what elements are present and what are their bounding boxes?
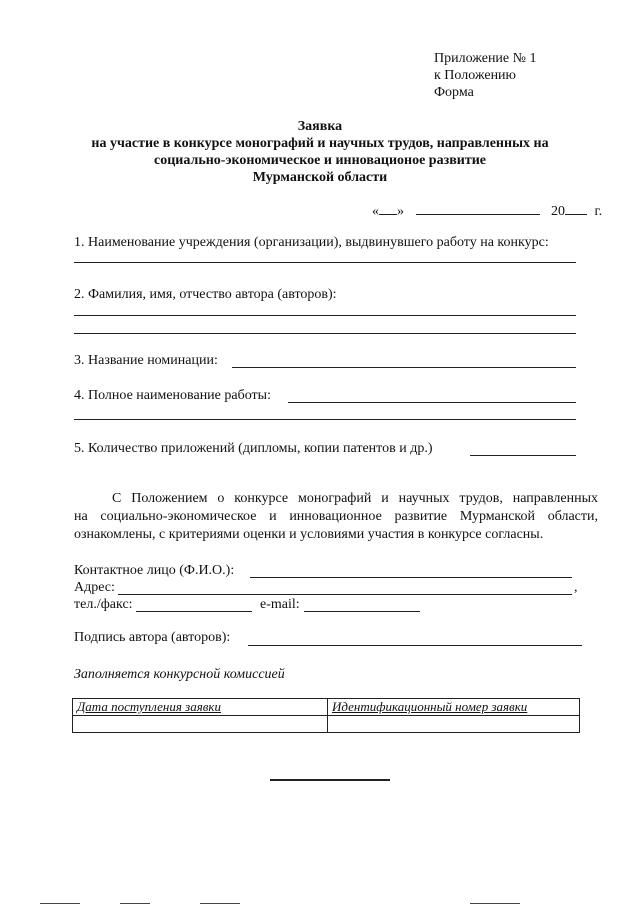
address-comma: , xyxy=(574,580,578,595)
month-field[interactable] xyxy=(416,201,540,215)
registration-table-entry-row xyxy=(73,716,580,733)
document-title: Заявка xyxy=(297,119,343,134)
document-subtitle-line-1: на участие в конкурсе монографий и научных трудов, направленных на xyxy=(91,136,549,151)
authors-input-line-2[interactable] xyxy=(74,333,576,334)
attachments-label: 5. Количество приложений (дипломы, копии патентов и др.) xyxy=(74,441,433,456)
phone-input-line[interactable] xyxy=(136,611,252,612)
contact-person-label: Контактное лицо (Ф.И.О.): xyxy=(74,563,235,578)
closing-divider xyxy=(270,779,390,781)
year-field[interactable] xyxy=(565,201,587,215)
appendix-reference: к Положению xyxy=(434,68,517,83)
registration-table xyxy=(72,698,580,733)
authors-label: 2. Фамилия, имя, отчество автора (авторов): xyxy=(74,287,337,302)
email-input-line[interactable] xyxy=(304,611,420,612)
institution-input-line[interactable] xyxy=(74,262,576,263)
scan-artifact-line xyxy=(120,903,150,904)
address-label: Адрес: xyxy=(74,580,115,595)
appendix-number: Приложение № 1 xyxy=(434,51,537,66)
year-suffix: г. xyxy=(594,204,603,219)
scan-artifact-line xyxy=(470,903,520,904)
nomination-input-line[interactable] xyxy=(232,367,576,368)
year-prefix: 20 xyxy=(551,204,565,219)
registration-table-header-row xyxy=(73,699,580,716)
scan-artifact-line xyxy=(40,903,80,904)
appendix-form-label: Форма xyxy=(434,85,474,100)
date-line[interactable] xyxy=(372,201,602,220)
commission-note: Заполняется конкурсной комиссией xyxy=(74,667,285,682)
scan-artifact-line xyxy=(200,903,240,904)
nomination-label: 3. Название номинации: xyxy=(74,353,218,368)
email-label: e-mail: xyxy=(260,597,300,612)
agreement-line-3: ознакомлены, с критериями оценки и условиями участия в конкурсе согласны. xyxy=(74,527,544,542)
agreement-line-2: на социально-экономическое и инновационное развитие Мурманской области, xyxy=(74,509,598,524)
contact-person-input-line[interactable] xyxy=(250,577,572,578)
day-field[interactable] xyxy=(379,201,397,215)
phone-label: тел./факс: xyxy=(74,597,133,612)
signature-input-line[interactable] xyxy=(248,645,582,646)
address-input-line[interactable] xyxy=(118,594,572,595)
registration-number-header: Идентификационный номер заявки xyxy=(328,699,580,716)
institution-label: 1. Наименование учреждения (организации), выдвинувшего работу на конкурс: xyxy=(74,235,549,250)
agreement-line-1: С Положением о конкурсе монографий и научных трудов, направленных xyxy=(112,491,598,506)
signature-label: Подпись автора (авторов): xyxy=(74,630,231,645)
work-title-input-line-2[interactable] xyxy=(74,419,576,420)
document-subtitle-line-3: Мурманской области xyxy=(252,170,388,185)
date-open-quote: « xyxy=(372,204,379,219)
attachments-input-line[interactable] xyxy=(470,455,576,456)
date-close-quote: » xyxy=(397,204,404,219)
work-title-input-line-1[interactable] xyxy=(288,402,576,403)
registration-date-header: Дата поступления заявки xyxy=(73,699,328,716)
registration-number-cell[interactable] xyxy=(328,716,580,733)
authors-input-line-1[interactable] xyxy=(74,315,576,316)
document-subtitle-line-2: социально-экономическое и инновационое развитие xyxy=(154,153,486,168)
work-title-label: 4. Полное наименование работы: xyxy=(74,388,271,403)
registration-date-cell[interactable] xyxy=(73,716,328,733)
